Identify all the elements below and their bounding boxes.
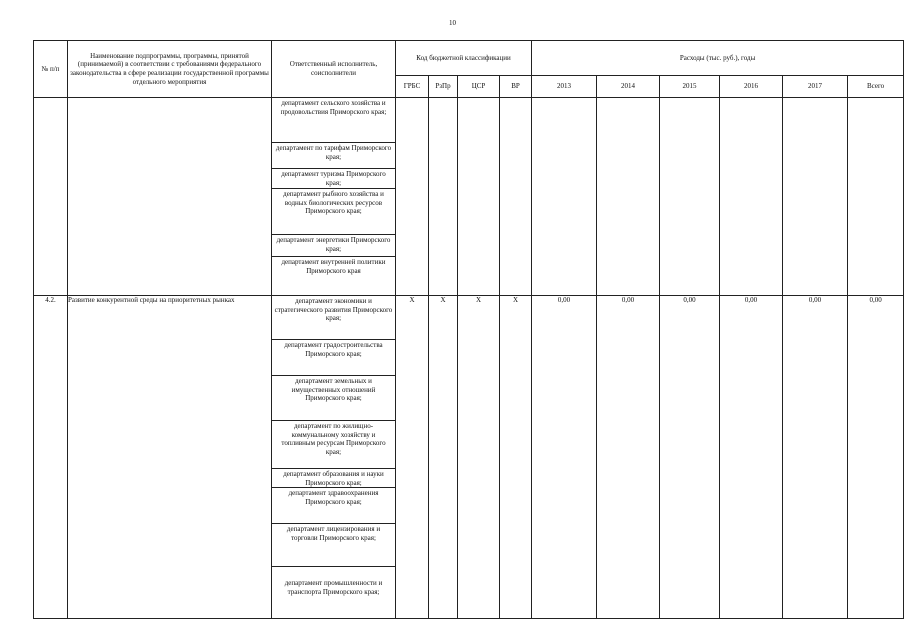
header-year-2015: 2015 [660,76,720,98]
header-rzpr: РзПр [429,76,458,98]
departments-list [272,296,395,618]
header-vr: ВР [500,76,532,98]
header-expenses: Расходы (тыс. руб.), годы [532,41,904,76]
department-cell: департамент земельных и имущественных отношений Приморского края; [272,376,395,421]
header-year-2014: 2014 [597,76,660,98]
code-vr: X [500,296,532,619]
department-cell: департамент промышленности и транспорта Приморского края; [284,579,383,596]
page-number: 10 [449,19,456,27]
value-total: 0,00 [848,296,904,619]
value-2015: 0,00 [660,296,720,619]
department-cell: департамент экономики и стратегического развития Приморского края; [272,296,395,340]
department-cell: департамент энергетики Приморского края; [272,235,395,257]
department-cell: департамент образования и науки Приморского края; [272,469,395,488]
header-total: Всего [848,76,904,98]
table-row [34,98,904,296]
row-number: 4.2. [34,296,68,619]
header-code: Код бюджетной классификации [396,41,532,76]
header-year-2013: 2013 [532,76,597,98]
expenses-table [33,40,904,619]
table-row [34,296,904,619]
header-year-2017: 2017 [783,76,848,98]
header-name: Наименование подпрограммы, программы, принятой (принимаемой) в соответствии с требованиями федерального законодательства в сфере реализации государственной программы отдельного мероприятия [68,41,272,98]
header-responsible: Ответственный исполнитель, соисполнители [272,41,396,98]
department-cell: департамент по жилищно-коммунальному хозяйству и топливным ресурсам Приморского края; [272,421,395,469]
value-2014: 0,00 [597,296,660,619]
department-cell: департамент лицензирования и торговли Приморского края; [272,524,395,567]
department-cell: департамент здравоохранения Приморского края; [272,488,395,524]
department-cell: департамент туризма Приморского края; [272,169,395,189]
department-cell: департамент рыбного хозяйства и водных биологических ресурсов Приморского края; [272,189,395,235]
department-cell: департамент по тарифам Приморского края; [272,143,395,169]
department-cell: департамент внутренней политики Приморского края [281,258,386,275]
header-grbs: ГРБС [396,76,429,98]
code-rzpr: X [429,296,458,619]
value-2017: 0,00 [783,296,848,619]
code-grbs: X [396,296,429,619]
department-cell: департамент сельского хозяйства и продовольствия Приморского края; [272,98,395,143]
value-2016: 0,00 [720,296,783,619]
row-title: Развитие конкурентной среды на приоритетных рынках [68,296,272,619]
departments-list [272,98,395,295]
code-csr: X [458,296,500,619]
header-year-2016: 2016 [720,76,783,98]
header-num: № п/п [34,41,68,98]
department-cell: департамент градостроительства Приморского края; [272,340,395,376]
value-2013: 0,00 [532,296,597,619]
header-csr: ЦСР [458,76,500,98]
